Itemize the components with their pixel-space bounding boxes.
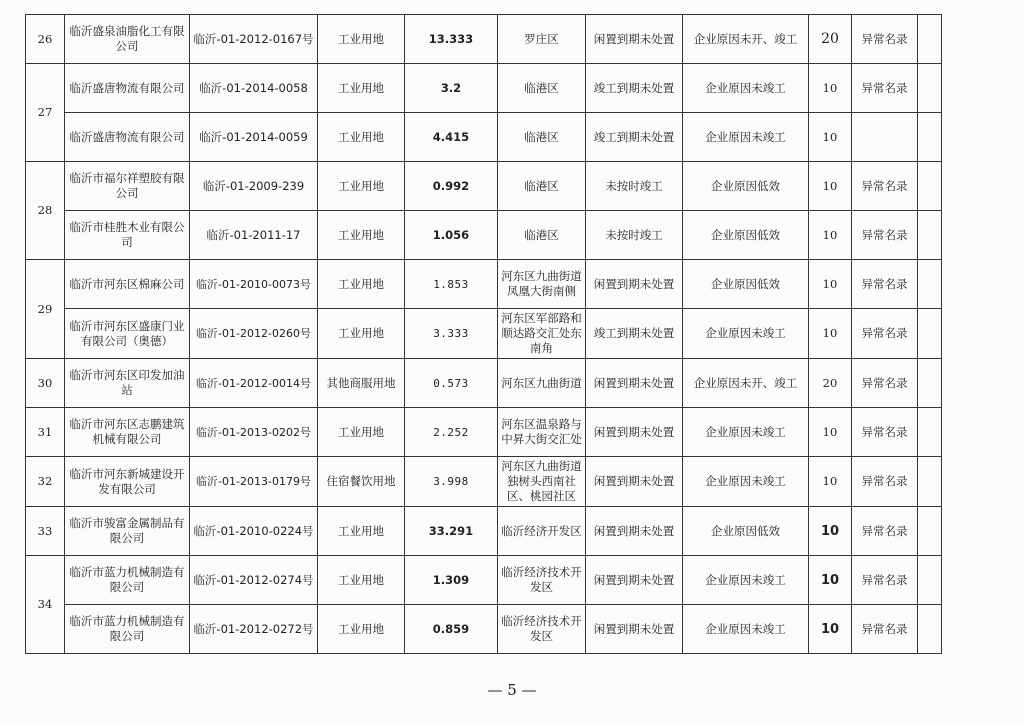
land-area: 4.415 [405,113,498,162]
blank-cell [918,15,942,64]
disposal-status: 闲置到期未处置 [586,457,683,507]
blank-cell [918,605,942,654]
list-status: 异常名录 [852,64,918,113]
table-row [26,605,942,654]
table-row [26,260,942,309]
land-code: 临沂-01-2014-0059 [190,113,318,162]
table-row [26,211,942,260]
list-status: 异常名录 [852,211,918,260]
row-number: 27 [26,64,65,162]
cause: 企业原因低效 [683,211,809,260]
score: 10 [809,162,852,211]
score: 10 [809,457,852,507]
list-status: 异常名录 [852,556,918,605]
row-number: 28 [26,162,65,260]
land-use: 住宿餐饮用地 [318,457,405,507]
land-code: 临沂-01-2011-17 [190,211,318,260]
land-use: 工业用地 [318,15,405,64]
land-code: 临沂-01-2013-0179号 [190,457,318,507]
land-location: 临沂经济开发区 [498,507,586,556]
land-area: 1.309 [405,556,498,605]
land-use: 工业用地 [318,605,405,654]
land-location: 河东区九曲街道 [498,359,586,408]
list-status: 异常名录 [852,309,918,359]
land-area: 0.859 [405,605,498,654]
land-code: 临沂-01-2012-0274号 [190,556,318,605]
company-name: 临沂市河东区棉麻公司 [65,260,190,309]
land-table [25,14,942,654]
table-row [26,113,942,162]
score: 10 [809,408,852,457]
company-name: 临沂市河东新城建设开发有限公司 [65,457,190,507]
land-location: 临沂经济技术开发区 [498,605,586,654]
cause: 企业原因未竣工 [683,605,809,654]
land-area: 3.333 [405,309,498,359]
company-name: 临沂市蓝力机械制造有限公司 [65,605,190,654]
land-location: 河东区温泉路与中昇大街交汇处 [498,408,586,457]
land-location: 临港区 [498,113,586,162]
disposal-status: 未按时竣工 [586,162,683,211]
disposal-status: 闲置到期未处置 [586,408,683,457]
blank-cell [918,408,942,457]
disposal-status: 闲置到期未处置 [586,605,683,654]
land-area: 0.992 [405,162,498,211]
list-status: 异常名录 [852,457,918,507]
blank-cell [918,457,942,507]
land-location: 临港区 [498,64,586,113]
company-name: 临沂盛泉油脂化工有限公司 [65,15,190,64]
land-use: 工业用地 [318,556,405,605]
land-code: 临沂-01-2009-239 [190,162,318,211]
company-name: 临沂市骏富金属制品有限公司 [65,507,190,556]
list-status: 异常名录 [852,359,918,408]
score: 10 [809,507,852,556]
blank-cell [918,162,942,211]
cause: 企业原因低效 [683,260,809,309]
blank-cell [918,260,942,309]
table-row [26,408,942,457]
land-location: 河东区九曲街道凤凰大街南侧 [498,260,586,309]
land-location: 河东区军部路和顺达路交汇处东南角 [498,309,586,359]
land-area: 0.573 [405,359,498,408]
table-row [26,64,942,113]
blank-cell [918,64,942,113]
blank-cell [918,507,942,556]
blank-cell [918,309,942,359]
land-area: 3.998 [405,457,498,507]
list-status: 异常名录 [852,408,918,457]
cause: 企业原因未开、竣工 [683,15,809,64]
land-location: 河东区九曲街道独树头西南社区、桃园社区 [498,457,586,507]
cause: 企业原因低效 [683,507,809,556]
disposal-status: 闲置到期未处置 [586,359,683,408]
row-number: 31 [26,408,65,457]
cause: 企业原因未竣工 [683,64,809,113]
land-code: 临沂-01-2010-0073号 [190,260,318,309]
disposal-status: 未按时竣工 [586,211,683,260]
land-code: 临沂-01-2013-0202号 [190,408,318,457]
disposal-status: 竣工到期未处置 [586,64,683,113]
land-location: 临港区 [498,211,586,260]
list-status: 异常名录 [852,605,918,654]
blank-cell [918,359,942,408]
cause: 企业原因未竣工 [683,556,809,605]
blank-cell [918,211,942,260]
land-location: 临港区 [498,162,586,211]
company-name: 临沂市福尔祥塑胶有限公司 [65,162,190,211]
land-code: 临沂-01-2014-0058 [190,64,318,113]
disposal-status: 竣工到期未处置 [586,309,683,359]
land-code: 临沂-01-2012-0260号 [190,309,318,359]
land-use: 其他商服用地 [318,359,405,408]
land-use: 工业用地 [318,211,405,260]
table-row [26,507,942,556]
row-number: 34 [26,556,65,654]
cause: 企业原因未竣工 [683,408,809,457]
row-number: 33 [26,507,65,556]
land-area: 13.333 [405,15,498,64]
cause: 企业原因未竣工 [683,309,809,359]
land-use: 工业用地 [318,408,405,457]
score: 10 [809,605,852,654]
score: 10 [809,309,852,359]
table-row [26,457,942,507]
cause: 企业原因未开、竣工 [683,359,809,408]
row-number: 32 [26,457,65,507]
land-area: 2.252 [405,408,498,457]
land-area: 1.853 [405,260,498,309]
cause: 企业原因未竣工 [683,457,809,507]
cause: 企业原因低效 [683,162,809,211]
score: 10 [809,113,852,162]
company-name: 临沂市河东区盛康门业有限公司（奥德） [65,309,190,359]
score: 20 [809,359,852,408]
land-use: 工业用地 [318,260,405,309]
table-row [26,359,942,408]
land-use: 工业用地 [318,162,405,211]
list-status: 异常名录 [852,260,918,309]
land-use: 工业用地 [318,309,405,359]
company-name: 临沂盛唐物流有限公司 [65,113,190,162]
list-status: 异常名录 [852,162,918,211]
cause: 企业原因未竣工 [683,113,809,162]
land-area: 3.2 [405,64,498,113]
page-number: — 5 — [487,681,537,699]
land-area: 1.056 [405,211,498,260]
list-status: 异常名录 [852,507,918,556]
company-name: 临沂市蓝力机械制造有限公司 [65,556,190,605]
land-code: 临沂-01-2012-0272号 [190,605,318,654]
land-location: 罗庄区 [498,15,586,64]
blank-cell [918,113,942,162]
blank-cell [918,556,942,605]
company-name: 临沂市河东区志鹏建筑机械有限公司 [65,408,190,457]
table-row [26,556,942,605]
disposal-status: 竣工到期未处置 [586,113,683,162]
disposal-status: 闲置到期未处置 [586,556,683,605]
score: 10 [809,260,852,309]
disposal-status: 闲置到期未处置 [586,15,683,64]
company-name: 临沂盛唐物流有限公司 [65,64,190,113]
land-code: 临沂-01-2010-0224号 [190,507,318,556]
row-number: 30 [26,359,65,408]
table-row [26,309,942,359]
land-use: 工业用地 [318,64,405,113]
row-number: 26 [26,15,65,64]
row-number: 29 [26,260,65,359]
table-row [26,162,942,211]
score: 10 [809,211,852,260]
disposal-status: 闲置到期未处置 [586,507,683,556]
table-row [26,15,942,64]
score: 10 [809,64,852,113]
land-code: 临沂-01-2012-0167号 [190,15,318,64]
list-status [852,113,918,162]
land-use: 工业用地 [318,507,405,556]
list-status: 异常名录 [852,15,918,64]
company-name: 临沂市河东区印发加油站 [65,359,190,408]
company-name: 临沂市桂胜木业有限公司 [65,211,190,260]
land-location: 临沂经济技术开发区 [498,556,586,605]
land-code: 临沂-01-2012-0014号 [190,359,318,408]
score: 20 [809,15,852,64]
land-area: 33.291 [405,507,498,556]
land-use: 工业用地 [318,113,405,162]
disposal-status: 闲置到期未处置 [586,260,683,309]
score: 10 [809,556,852,605]
